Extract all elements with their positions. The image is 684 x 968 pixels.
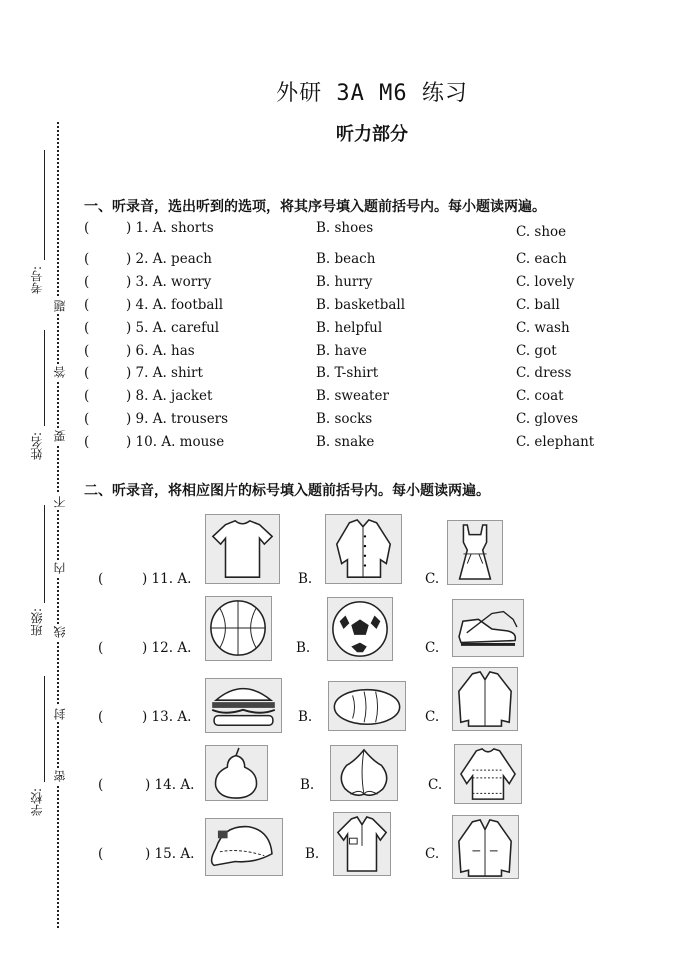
question-row (84, 297, 664, 317)
football-icon (327, 597, 393, 661)
question-row (84, 220, 664, 240)
hamburger-icon (205, 678, 282, 733)
question-option-c: C. lovely (516, 274, 575, 290)
question-option-b: B. (300, 777, 315, 793)
seal-char-feng: 封 (53, 708, 67, 720)
question-row (84, 388, 664, 408)
question-option-a: ) 9. A. trousers (126, 411, 229, 427)
question-option-a: ) 1. A. shorts (126, 220, 214, 236)
class-label: 班级: (30, 608, 44, 637)
question-option-a: ) 3. A. worry (126, 274, 212, 290)
exam-number-blank (44, 150, 45, 260)
bread-icon (328, 681, 406, 731)
binding-dotted-line (57, 122, 59, 928)
name-label: 姓名: (30, 432, 44, 461)
answer-paren[interactable]: ( (98, 777, 104, 793)
question-option-c: C. gloves (516, 411, 579, 427)
question-option-c: C. got (516, 343, 557, 359)
question-option-b: B. sweater (316, 388, 389, 404)
question-option-a: ) 11. A. (142, 571, 192, 587)
question-option-b: B. socks (316, 411, 373, 427)
question-option-c: C. coat (516, 388, 564, 404)
question-option-c: C. wash (516, 320, 570, 336)
question-row (84, 411, 664, 431)
question-row (84, 274, 664, 294)
shoes-icon (452, 599, 524, 657)
question-option-a: ) 7. A. shirt (126, 365, 203, 381)
question-option-c: C. (425, 640, 440, 656)
question-option-b: B. hurry (316, 274, 373, 290)
school-blank (44, 676, 45, 782)
question-option-c: C. each (516, 251, 567, 267)
coat-icon (452, 815, 519, 879)
dress-icon (447, 520, 503, 585)
question-row (84, 320, 664, 340)
class-blank (44, 505, 45, 603)
question-option-a: ) 8. A. jacket (126, 388, 213, 404)
name-blank (44, 330, 45, 426)
shirt-icon (333, 812, 391, 876)
section2-heading: 二、听录音，将相应图片的标号填入题前括号内。每小题读两遍。 (84, 483, 490, 499)
question-option-c: C. (428, 777, 443, 793)
answer-paren[interactable]: ( (84, 434, 90, 450)
seal-char-xian: 线 (53, 626, 67, 638)
answer-paren[interactable]: ( (84, 297, 90, 313)
question-option-b: B. snake (316, 434, 375, 450)
school-label: 学校: (30, 788, 44, 817)
seal-char-ti: 题 (53, 300, 67, 312)
question-option-b: B. (305, 846, 320, 862)
section1-heading: 一、听录音，选出听到的选项，将其序号填入题前括号内。每小题读两遍。 (84, 199, 546, 215)
question-option-c: C. (425, 846, 440, 862)
answer-paren[interactable]: ( (84, 411, 90, 427)
answer-paren[interactable]: ( (98, 571, 104, 587)
question-row (84, 434, 664, 454)
question-option-a: ) 10. A. mouse (126, 434, 225, 450)
question-option-a: ) 6. A. has (126, 343, 195, 359)
answer-paren[interactable]: ( (84, 274, 90, 290)
peach-icon (330, 745, 398, 801)
question-option-b: B. helpful (316, 320, 383, 336)
question-option-a: ) 4. A. football (126, 297, 224, 313)
question-option-a: ) 14. A. (145, 777, 195, 793)
question-option-b: B. (298, 571, 313, 587)
cap-icon (205, 818, 283, 876)
question-option-b: B. have (316, 343, 367, 359)
answer-paren[interactable]: ( (98, 709, 104, 725)
question-option-c: C. (425, 709, 440, 725)
question-row (84, 251, 664, 271)
question-option-a: ) 15. A. (145, 846, 195, 862)
answer-paren[interactable]: ( (84, 251, 90, 267)
seal-char-nei: 内 (53, 562, 67, 574)
question-row (84, 365, 664, 385)
question-option-c: C. dress (516, 365, 572, 381)
question-option-a: ) 13. A. (142, 709, 192, 725)
question-option-c: C. (425, 571, 440, 587)
question-option-b: B. T-shirt (316, 365, 379, 381)
answer-paren[interactable]: ( (84, 388, 90, 404)
question-option-c: C. elephant (516, 434, 595, 450)
question-option-c: C. ball (516, 297, 560, 313)
question-option-b: B. shoes (316, 220, 374, 236)
jacket-icon (452, 667, 518, 731)
answer-paren[interactable]: ( (98, 640, 104, 656)
tshirt-icon (205, 514, 280, 584)
question-option-b: B. basketball (316, 297, 406, 313)
question-option-a: ) 12. A. (142, 640, 192, 656)
question-option-b: B. (298, 709, 313, 725)
page-title: 外研 3A M6 练习 (276, 81, 468, 106)
question-row (84, 343, 664, 363)
seal-char-mi: 密 (53, 770, 67, 782)
answer-paren[interactable]: ( (84, 220, 90, 236)
answer-paren[interactable]: ( (84, 343, 90, 359)
question-option-c: C. shoe (516, 224, 567, 240)
question-option-a: ) 2. A. peach (126, 251, 212, 267)
answer-paren[interactable]: ( (98, 846, 104, 862)
seal-char-yao: 要 (53, 430, 67, 442)
basketball-icon (205, 596, 272, 661)
shirt-icon (325, 514, 402, 584)
question-option-a: ) 5. A. careful (126, 320, 220, 336)
question-option-b: B. (296, 640, 311, 656)
seal-char-da: 答 (53, 366, 67, 378)
seal-char-bu: 不 (53, 496, 67, 508)
answer-paren[interactable]: ( (84, 320, 90, 336)
pear-icon (205, 745, 268, 801)
exam-number-label: 考号: (30, 266, 44, 295)
question-option-b: B. beach (316, 251, 376, 267)
sweater-icon (454, 744, 522, 804)
answer-paren[interactable]: ( (84, 365, 90, 381)
page-subtitle: 听力部分 (336, 124, 408, 145)
